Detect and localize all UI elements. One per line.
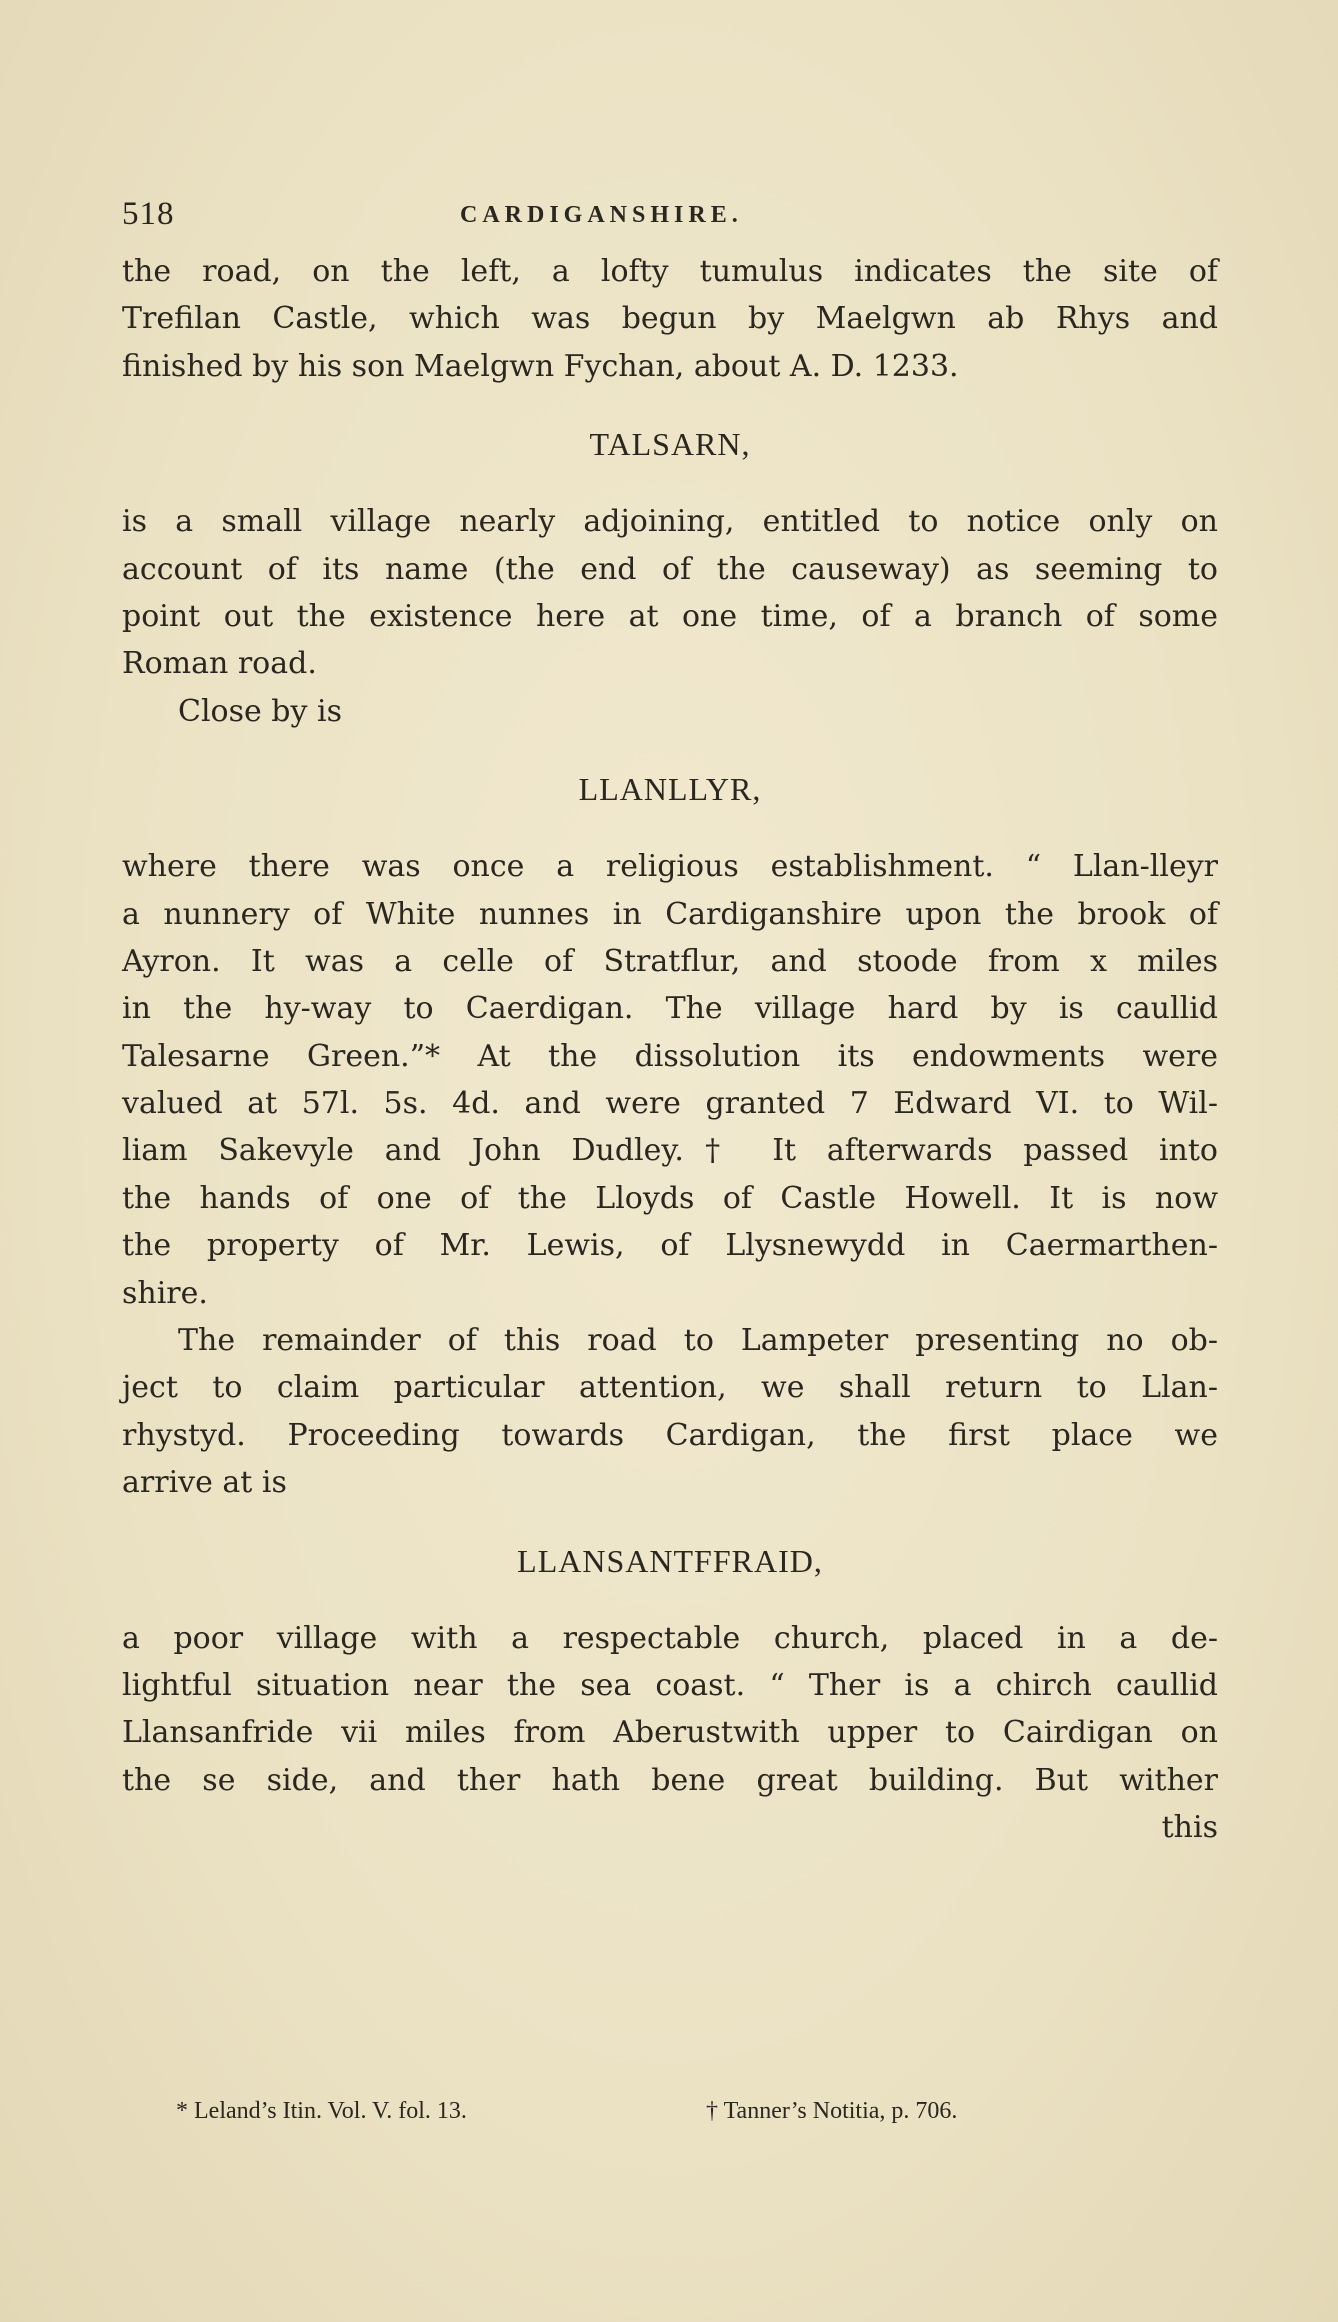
page-header bbox=[122, 196, 1222, 236]
section-heading-talsarn: TALSARN, bbox=[589, 426, 751, 463]
text-line: the hands of one of the Lloyds of Castle Howell. It is now bbox=[122, 1180, 1218, 1216]
text-line: shire. bbox=[122, 1275, 208, 1311]
text-line: the se side, and ther hath bene great building. But wither bbox=[122, 1762, 1218, 1798]
page-number: 518 bbox=[122, 196, 175, 232]
text-line: ject to claim particular attention, we shall return to Llan- bbox=[122, 1370, 1218, 1406]
text-line: liam Sakevyle and John Dudley.† It afterwards passed into bbox=[122, 1133, 1218, 1169]
text-line: rhystyd. Proceeding towards Cardigan, the first place we bbox=[122, 1417, 1218, 1453]
catchword: this bbox=[1161, 1810, 1218, 1846]
text-line: Close by is bbox=[178, 693, 342, 729]
footnote-leland: * Leland’s Itin. Vol. V. fol. 13. bbox=[176, 2098, 467, 2124]
text-line: the property of Mr. Lewis, of Llysnewydd in Caermarthen- bbox=[122, 1228, 1218, 1264]
text-line: is a small village nearly adjoining, entitled to notice only on bbox=[122, 504, 1218, 540]
footnotes bbox=[176, 2094, 1156, 2128]
text-line: finished by his son Maelgwn Fychan, about A. D. 1233. bbox=[122, 348, 959, 384]
text-line: the road, on the left, a lofty tumulus indicates the site of bbox=[122, 254, 1218, 289]
text-line: in the hy-way to Caerdigan. The village hard by is caullid bbox=[122, 991, 1218, 1027]
text-line: Roman road. bbox=[122, 646, 317, 682]
text-line: a poor village with a respectable church, placed in a de- bbox=[122, 1620, 1218, 1656]
section-heading-llanllyr: LLANLLYR, bbox=[578, 771, 762, 808]
text-line: account of its name (the end of the causeway) as seeming to bbox=[122, 551, 1218, 587]
section-heading-llansantffraid: LLANSANTFFRAID, bbox=[517, 1542, 823, 1579]
text-line: where there was once a religious establishment. “ Llan-lleyr bbox=[122, 849, 1218, 885]
page-body bbox=[122, 248, 1218, 1852]
running-head: CARDIGANSHIRE. bbox=[460, 202, 743, 228]
text-line: The remainder of this road to Lampeter presenting no ob- bbox=[178, 1323, 1218, 1359]
text-line: point out the existence here at one time, of a branch of some bbox=[122, 598, 1218, 634]
text-line: Llansanfride vii miles from Aberustwith upper to Cairdigan on bbox=[122, 1715, 1218, 1751]
text-line: arrive at is bbox=[122, 1465, 287, 1501]
text-line: a nunnery of White nunnes in Cardiganshire upon the brook of bbox=[122, 896, 1218, 932]
text-line: Trefilan Castle, which was begun by Maelgwn ab Rhys and bbox=[122, 301, 1218, 337]
footnote-tanner: † Tanner’s Notitia, p. 706. bbox=[706, 2098, 958, 2124]
text-line: Ayron. It was a celle of Stratflur, and stoode from x miles bbox=[122, 943, 1218, 979]
text-line: Talesarne Green.”* At the dissolution its endowments were bbox=[122, 1038, 1218, 1074]
text-line: valued at 57l. 5s. 4d. and were granted 7 Edward VI. to Wil- bbox=[122, 1086, 1218, 1122]
text-line: lightful situation near the sea coast. “ Ther is a chirch caullid bbox=[122, 1667, 1218, 1703]
